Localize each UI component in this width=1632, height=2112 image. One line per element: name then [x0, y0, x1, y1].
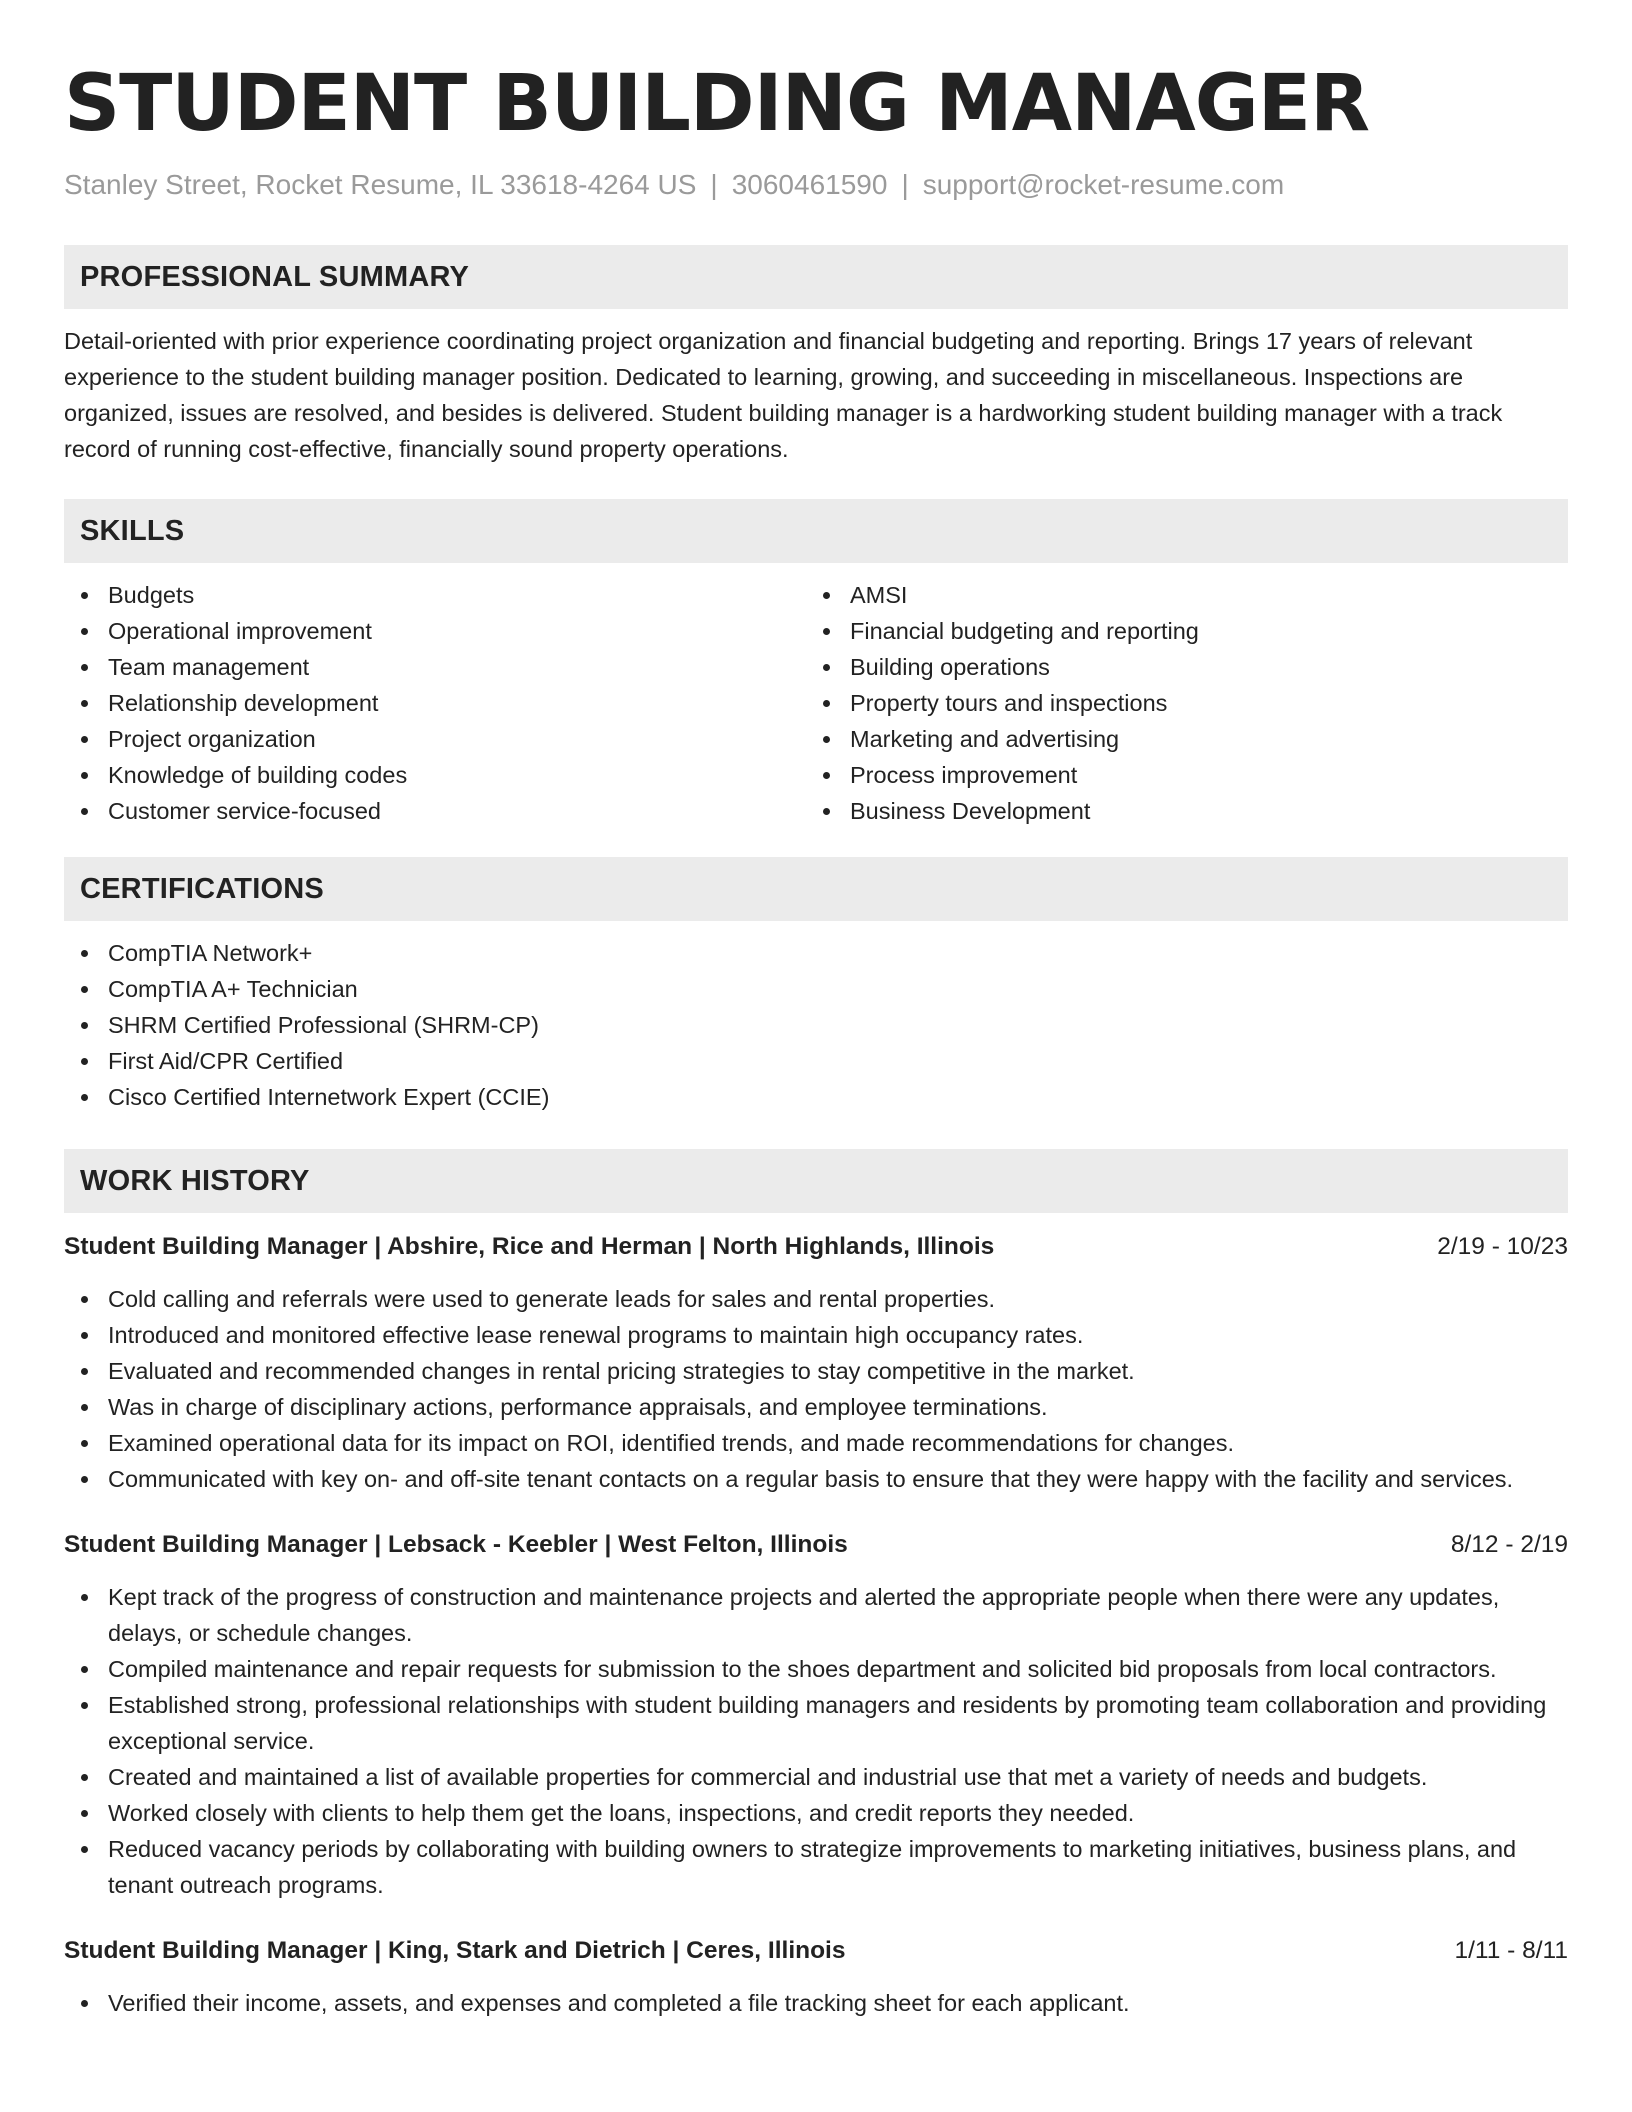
- certifications-list: [64, 935, 1568, 1115]
- work-section-header: [64, 1149, 1568, 1213]
- certifications-section-header: [64, 857, 1568, 921]
- job-duty: Reduced vacancy periods by collaborating with building owners to strategize improvements to marketing initiatives, business plans, and tenant outreach programs.: [64, 1831, 1568, 1903]
- certifications-section-title: CERTIFICATIONS: [80, 872, 324, 905]
- summary-text: Detail-oriented with prior experience coordinating project organization and financial budgeting and reporting. Brings 17 years of relevant experience to the student building manager position. Dedicated to learning, growing, and succeeding in miscellaneous. Inspections are organized, issues are resolved, and besides is delivered. Student building manager is a hardworking student building manager with a track record of running cost-effective, financially sound property operations.: [64, 328, 1503, 462]
- job-duties: [64, 1579, 1568, 1903]
- skill-item: Relationship development: [64, 685, 806, 721]
- job-duty: Cold calling and referrals were used to generate leads for sales and rental properties.: [64, 1281, 1568, 1317]
- contact-phone: 3060461590: [731, 169, 888, 200]
- work-section-title: WORK HISTORY: [80, 1164, 310, 1197]
- job-title: Student Building Manager | King, Stark and Dietrich | Ceres, Illinois: [64, 1937, 846, 1964]
- skill-item: AMSI: [806, 577, 1548, 613]
- job-duty: Was in charge of disciplinary actions, performance appraisals, and employee terminations.: [64, 1389, 1568, 1425]
- job-entry: [64, 1229, 1568, 1497]
- job-entry: [64, 1933, 1568, 2021]
- skill-item: Process improvement: [806, 757, 1548, 793]
- job-duty: Verified their income, assets, and expenses and completed a file tracking sheet for each applicant.: [64, 1985, 1568, 2021]
- candidate-name: STUDENT BUILDING MANAGER: [64, 59, 1370, 149]
- skill-item: Financial budgeting and reporting: [806, 613, 1548, 649]
- job-duty: Evaluated and recommended changes in rental pricing strategies to stay competitive in the market.: [64, 1353, 1568, 1389]
- skill-item: Operational improvement: [64, 613, 806, 649]
- skill-item: Building operations: [806, 649, 1548, 685]
- certification-item: CompTIA Network+: [64, 935, 1568, 971]
- job-duty: Worked closely with clients to help them get the loans, inspections, and credit reports they needed.: [64, 1795, 1568, 1831]
- skill-item: Customer service-focused: [64, 793, 806, 829]
- job-entry: [64, 1527, 1568, 1903]
- skills-list-left: [64, 577, 806, 829]
- job-duty: Compiled maintenance and repair requests for submission to the shoes department and solicited bid proposals from local contractors.: [64, 1651, 1568, 1687]
- job-duty: Created and maintained a list of available properties for commercial and industrial use that met a variety of needs and budgets.: [64, 1759, 1568, 1795]
- job-title: Student Building Manager | Abshire, Rice and Herman | North Highlands, Illinois: [64, 1233, 995, 1260]
- job-duty: Examined operational data for its impact on ROI, identified trends, and made recommendations for changes.: [64, 1425, 1568, 1461]
- skills-section-header: [64, 499, 1568, 563]
- job-title: Student Building Manager | Lebsack - Keebler | West Felton, Illinois: [64, 1531, 848, 1558]
- job-duties: [64, 1281, 1568, 1497]
- job-duty: Introduced and monitored effective lease renewal programs to maintain high occupancy rates.: [64, 1317, 1568, 1353]
- resume-page: [64, 56, 1568, 2021]
- job-duty: Communicated with key on- and off-site tenant contacts on a regular basis to ensure that they were happy with the facility and services.: [64, 1461, 1568, 1497]
- skill-item: Marketing and advertising: [806, 721, 1548, 757]
- skill-item: Knowledge of building codes: [64, 757, 806, 793]
- skill-item: Budgets: [64, 577, 806, 613]
- summary-section-header: [64, 245, 1568, 309]
- contact-separator: |: [710, 169, 718, 200]
- skill-item: Team management: [64, 649, 806, 685]
- job-header: [64, 1527, 1568, 1563]
- summary-section-title: PROFESSIONAL SUMMARY: [80, 260, 470, 293]
- job-duties: [64, 1985, 1568, 2021]
- skills-columns: [64, 577, 1568, 829]
- skills-list-right: [806, 577, 1548, 829]
- job-header: [64, 1933, 1568, 1969]
- skills-section-title: SKILLS: [80, 514, 185, 547]
- contact-line: [64, 168, 1568, 202]
- contact-separator: |: [901, 169, 909, 200]
- certification-item: Cisco Certified Internetwork Expert (CCIE): [64, 1079, 1568, 1115]
- job-header: [64, 1229, 1568, 1265]
- job-dates: 1/11 - 8/11: [1454, 1937, 1568, 1964]
- job-duty: Kept track of the progress of construction and maintenance projects and alerted the appropriate people when there were any updates, delays, or schedule changes.: [64, 1579, 1568, 1651]
- job-duty: Established strong, professional relationships with student building managers and residents by promoting team collaboration and providing exceptional service.: [64, 1687, 1568, 1759]
- contact-email: support@rocket-resume.com: [922, 169, 1285, 200]
- skill-item: Business Development: [806, 793, 1548, 829]
- job-dates: 2/19 - 10/23: [1437, 1233, 1568, 1260]
- skill-item: Property tours and inspections: [806, 685, 1548, 721]
- certification-item: CompTIA A+ Technician: [64, 971, 1568, 1007]
- certification-item: SHRM Certified Professional (SHRM-CP): [64, 1007, 1568, 1043]
- job-dates: 8/12 - 2/19: [1450, 1531, 1568, 1558]
- skill-item: Project organization: [64, 721, 806, 757]
- contact-address: Stanley Street, Rocket Resume, IL 33618-4264 US: [64, 169, 697, 200]
- certification-item: First Aid/CPR Certified: [64, 1043, 1568, 1079]
